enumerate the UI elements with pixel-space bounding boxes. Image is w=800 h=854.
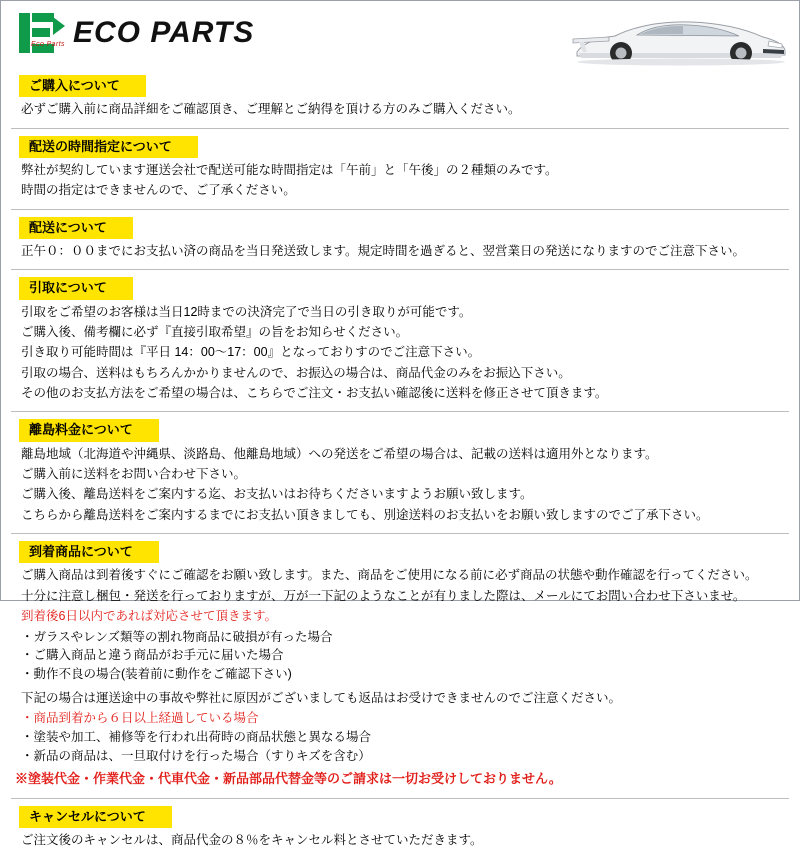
section-pickup [1, 273, 799, 412]
divider [11, 128, 789, 129]
section-body [1, 161, 799, 204]
section-line: ご購入後、備考欄に必ず『直接引取希望』の旨をお知らせください。 [21, 324, 409, 339]
divider [11, 209, 789, 210]
list-item: ・ 新品の商品は、一旦取付けを行った場合（すりキズを含む） [21, 747, 783, 766]
return-window-notice: 到着後6日以内であれば対応させて頂きます。 [21, 609, 277, 624]
section-line: 弊社が契約しています運送会社で配送可能な時間指定は「午前」と「午後」の２種類のみです。 [21, 162, 558, 177]
section-title: 配送について [19, 217, 133, 239]
divider [11, 411, 789, 412]
section-body [1, 831, 799, 853]
brand-logo [19, 11, 254, 55]
divider [11, 269, 789, 270]
section-title: 配送の時間指定について [19, 136, 198, 158]
section-title: 離島料金について [19, 419, 159, 441]
terms-content [1, 71, 799, 854]
page-header [1, 1, 799, 71]
divider [11, 798, 789, 799]
logo-subtext: Eco Parts [31, 41, 65, 48]
section-title: 到着商品について [19, 541, 159, 563]
section-shipping [1, 213, 799, 271]
section-body [1, 242, 799, 264]
section-title: キャンセルについて [19, 806, 172, 828]
section-line: ご購入前に送料をお問い合わせ下さい。 [21, 467, 247, 481]
logo-text: ECO PARTS [73, 16, 255, 49]
section-body [1, 303, 799, 407]
section-body [1, 445, 799, 529]
section-body [1, 566, 799, 767]
section-body [1, 100, 799, 122]
no-claim-notice: ※塗装代金・作業代金・代車代金・新品部品代替金等のご請求は一切お受けしておりません。 [15, 771, 562, 787]
section-line: ご注文後のキャンセルは、商品代金の８％をキャンセル料とさせていただきます。 [21, 833, 483, 848]
section-line: 引取をご希望のお客様は当日12時までの決済完了で当日の引き取りが可能です。 [21, 304, 472, 319]
section-delivery-time [1, 132, 799, 210]
section-line: 正午０：００までにお支払い済の商品を当日発送致します。規定時間を過ぎると、翌営業日の発送になりますのでご注意下さい。 [21, 243, 746, 258]
section-title: 引取について [19, 277, 133, 299]
section-remote-island-fee [1, 415, 799, 534]
return-accepted-list [21, 628, 783, 684]
section-line: ご購入後、離島送料をご案内する迄、お支払いはお待ちくださいますようお願い致します。 [21, 487, 533, 502]
section-cancellation [1, 802, 799, 854]
list-item: ・ 動作不良の場合(装着前に動作をご確認下さい) [21, 665, 783, 684]
section-line: 引き取り可能時間は『平日 14：00〜17：00』となっておりすのでご注意下さい。 [21, 345, 481, 360]
return-denied-list [21, 709, 783, 765]
section-line: 必ずご購入前に商品詳細をご確認頂き、ご理解とご納得を頂ける方のみご購入ください。 [21, 102, 521, 117]
section-line: 十分に注意し梱包・発送を行っておりますが、万が一下記のようなことが有りました際は、メールにてお問い合わせ下さいませ。 [21, 588, 746, 603]
section-line: こちらから離島送料をご案内するまでにお支払い頂きましても、別途送料のお支払いをお願い致しますのでご了承下さい。 [21, 507, 709, 522]
section-arrived-goods [1, 537, 799, 799]
section-line: ご購入商品は到着後すぐにご確認をお願い致します。また、商品をご使用になる前に必ず商品の状態や動作確認を行ってください。 [21, 568, 758, 583]
list-item: ・ ご購入商品と違う商品がお手元に届いた場合 [21, 646, 783, 665]
eco-parts-logo-icon [19, 11, 65, 55]
section-line: 時間の指定はできませんので、ご了承ください。 [21, 183, 296, 198]
sports-car-icon [563, 5, 793, 69]
list-item: ・ 塗装や加工、補修等を行われ出荷時の商品状態と異なる場合 [21, 728, 783, 747]
section-line: その他のお支払方法をご希望の場合は、こちらでご注文・お支払い確認後に送料を修正させて頂きます。 [21, 386, 608, 400]
section-purchase [1, 71, 799, 129]
section-line: 引取の場合、送料はもちろんかかりませんので、お振込の場合は、商品代金のみをお振込下さい。 [21, 365, 571, 380]
section-line: 下記の場合は運送途中の事故や弊社に原因がございましても返品はお受けできませんのでご注意ください。 [21, 690, 622, 705]
list-item: ・ ガラスやレンズ類等の割れ物商品に破損が有った場合 [21, 628, 783, 647]
list-item: ・ 商品到着から６日以上経過している場合 [21, 709, 783, 728]
divider [11, 533, 789, 534]
section-title: ご購入について [19, 75, 146, 97]
section-line: 離島地域（北海道や沖縄県、淡路島、他離島地域）への発送をご希望の場合は、記載の送料は適用外となります。 [21, 446, 658, 461]
